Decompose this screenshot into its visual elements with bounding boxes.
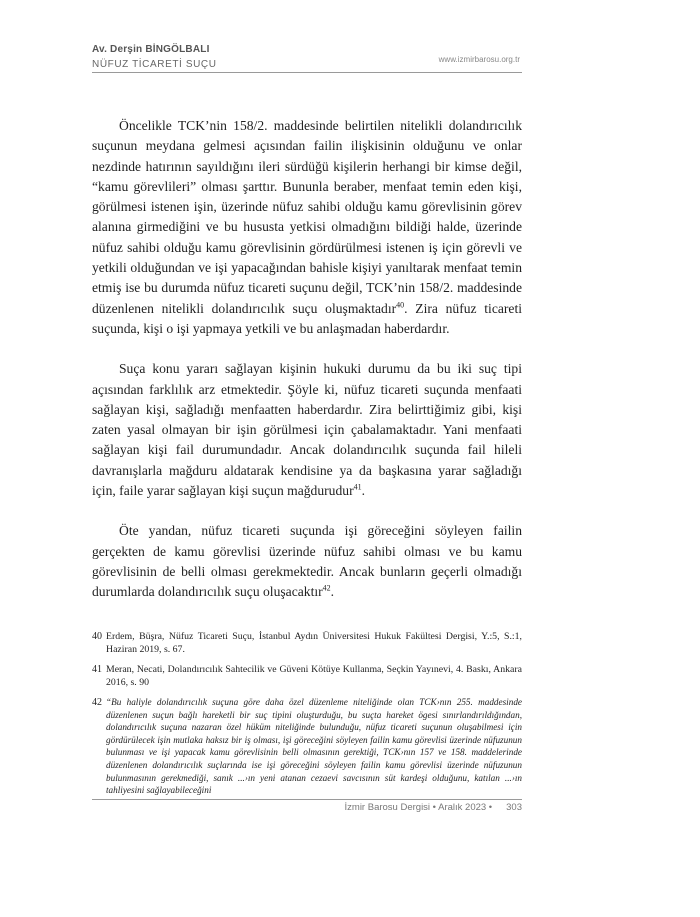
footer-divider [92, 799, 522, 800]
paragraph-text: . [361, 483, 365, 499]
footnote-ref[interactable]: 40 [396, 300, 405, 310]
page-footer [92, 802, 522, 813]
footnote-number: 40 [92, 631, 102, 642]
footnotes [92, 630, 522, 804]
footnote [92, 630, 522, 656]
journal-name: İzmir Barosu Dergisi • Aralık 2023 • [344, 802, 493, 813]
paragraph [92, 521, 522, 602]
paragraph-text: Öte yandan, nüfuz ticareti suçunda işi göreceğini söyleyen failin gerçekten de kamu görevlisi üzerinde nüfuz sahibi olması ve bu kamu görevlisinin de belli olması gerekmektedir. Ancak bunların geçerli olmadığı durumlarda dolandırıcılık suçu oluşacaktır [92, 523, 522, 600]
footnote-text: “Bu haliyle dolandırıcılık suçuna göre daha özel düzenleme niteliğinde olan TCK›nın 255. maddesinde düzenlenen suçun bağlı hareketli bir suç tipini oluşturduğu, bu suçta hareket ögesi sınırlandırıldığından, dolandırıcılık suçuna nazaran özel hüküm niteliğinde bulunduğu, nüfuz ticareti suçunun oluşabilmesi için gördürülecek işin mutlaka haksız bir iş olması, işi göreceğini söyleyen failin kamu görevlisi üzerinde nüfuzunun bulunması ve işi yapacak kamu görevlisinin belli olmasının gerektiği, TCK›nın 157 ve 158. maddelerinde düzenlenen dolandırıcılık suçlarında ise işi göreceğini söyleyen failin kamu görevlisi üzerinde nüfuzunun bulunmasının gerekmediği, sanık ...›ın yeni atanan cezaevi savcısının süt kardeşi olduğunu, katılan ...›ın tahliyesini sağlayabileceğini [106, 697, 522, 796]
footnote-ref[interactable]: 42 [322, 583, 331, 593]
footnote-number: 41 [92, 664, 102, 675]
paragraph-text: Öncelikle TCK’nin 158/2. maddesinde belirtilen nitelikli dolandırıcılık suçunun meydana gelmesi açısından failin ilişkisinin olduğunu ve onlar nezdinde hatırının sayıldığını ileri sürdüğü kişilerin herhangi bir kimse değil, “kamu görevlileri” olması şarttır. Bununla beraber, menfaat temin eden kişi, görülmesi istenen işin, üzerinde nüfuz sahibi olduğu kamu görevlisinin görev alanına girmediğini ve bu hususta yetkisi olmadığını bildiği halde, üzerinde nüfuz sahibi olduğu kamu görevlisinin gördürülmesi istenen iş için görevli ve yetkili olduğundan ve işi yapacağından bahisle kişiyi yanıltarak menfaat temin etmiş ise bu durumda nüfuz ticareti suçunu değil, TCK’nin 158/2. maddesinde düzenlenen nitelikli dolandırıcılık suçu oluşmaktadır [92, 118, 522, 316]
paragraph [92, 359, 522, 501]
page-number: 303 [506, 802, 522, 813]
footnote [92, 696, 522, 797]
paragraph-text: Suça konu yararı sağlayan kişinin hukuki durumu da bu iki suç tipi açısından farklılık arz etmektedir. Şöyle ki, nüfuz ticareti suçunda menfaati sağlayan kişi, sağladığı menfaatten haberdardır. Zira belirttiğimiz gibi, kişi zaten yasal olmayan bir işin görülmesi için çabalamaktadır. Yani menfaati sağlayan kişi fail durumundadır. Ancak dolandırıcılık suçunda fail hileli davranışlarla mağduru aldatarak kendisine ya da başkasına yarar sağladığı için, faile yarar sağlayan kişi suçun mağdurudur [92, 361, 522, 499]
footnote-ref[interactable]: 41 [353, 482, 362, 492]
main-text [92, 116, 522, 623]
footnote [92, 663, 522, 689]
header-divider [92, 72, 522, 73]
section-title: NÜFUZ TİCARETİ SUÇU [92, 59, 217, 70]
footnote-text: Meran, Necati, Dolandırıcılık Sahtecilik ve Güveni Kötüye Kullanma, Seçkin Yayınevi, 4. Baskı, Ankara 2016, s. 90 [106, 664, 522, 688]
paragraph [92, 116, 522, 339]
paragraph-text: . Zira nüfuz ticareti suçunda, kişi o işi yapmaya yetkili ve bu anlaşmadan haberdardır. [92, 300, 523, 336]
website-url[interactable]: www.izmirbarosu.org.tr [438, 55, 520, 64]
author-name: Av. Derşin BİNGÖLBALI [92, 44, 210, 55]
footnote-number: 42 [92, 697, 102, 708]
paragraph-text: . [330, 584, 335, 600]
footnote-text: Erdem, Büşra, Nüfuz Ticareti Suçu, İstanbul Aydın Üniversitesi Hukuk Fakültesi Dergisi, Y.:5, S.:1, Haziran 2019, s. 67. [106, 631, 522, 655]
